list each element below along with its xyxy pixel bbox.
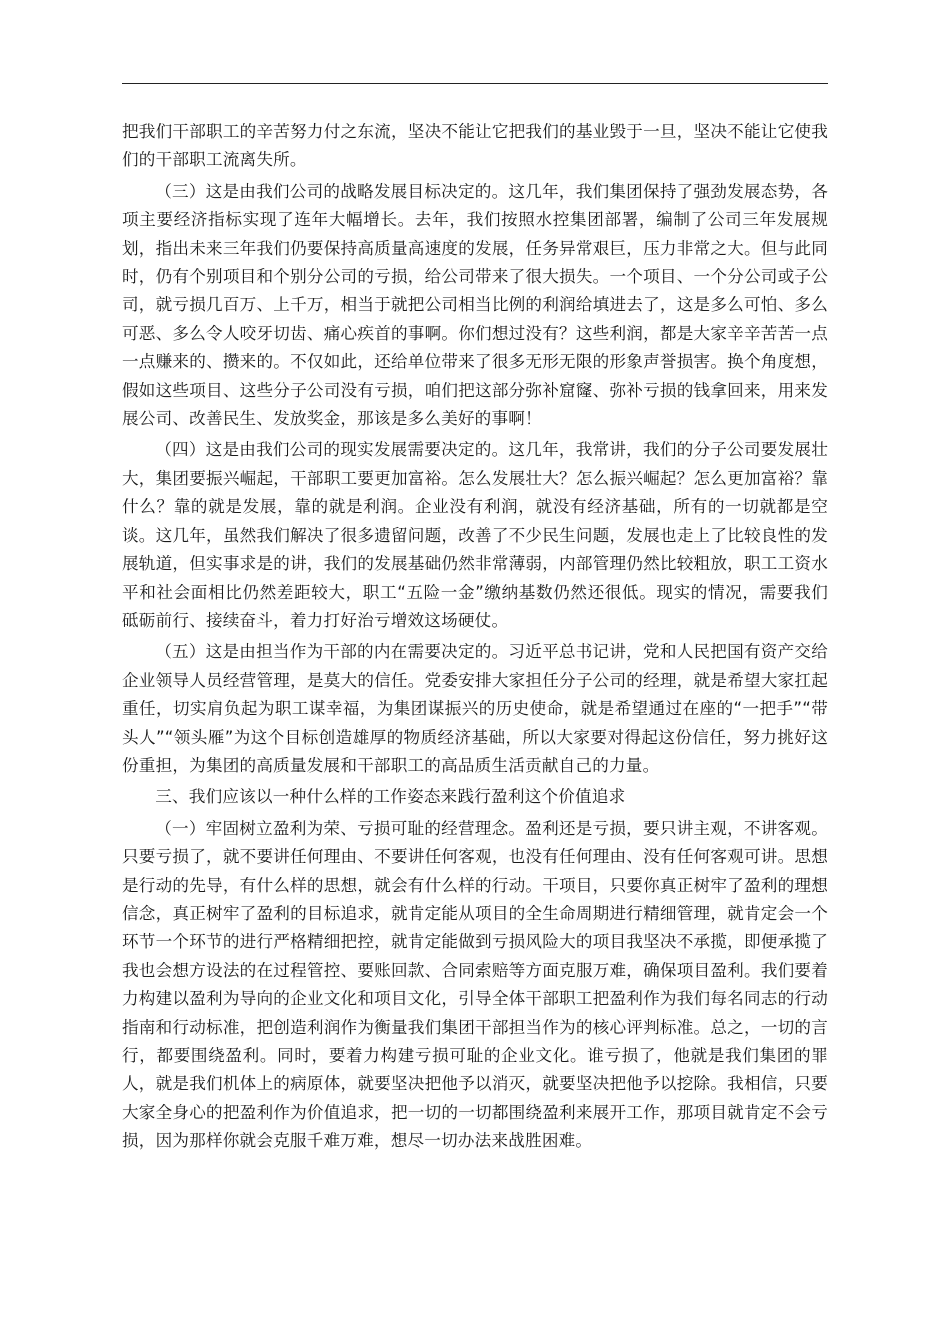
- paragraph-point-five: （五）这是由担当作为干部的内在需要决定的。习近平总书记讲，党和人民把国有资产交给企业领导人员经营管理，是莫大的信任。党委安排大家担任分子公司的经理，就是希望大家扛起重任，切实肩负起为职工谋幸福，为集团谋振兴的历史使命，就是希望通过在座的“一把手”“带头人”“领头雁”为这个目标创造雄厚的物质经济基础，所以大家要对得起这份信任，努力挑好这份重担，为集团的高质量发展和干部职工的高品质生活贡献自己的力量。: [122, 642, 828, 775]
- document-body: [122, 118, 828, 1156]
- paragraph-point-four: （四）这是由我们公司的现实发展需要决定的。这几年，我常讲，我们的分子公司要发展壮大，集团要振兴崛起，干部职工要更加富裕。怎么发展壮大？怎么振兴崛起？怎么更加富裕？靠什么？靠的就是发展，靠的就是利润。企业没有利润，就没有经济基础，所有的一切就都是空谈。这几年，虽然我们解决了很多遗留问题，改善了不少民生问题，发展也走上了比较良性的发展轨道，但实事求是的讲，我们的发展基础仍然非常薄弱，内部管理仍然比较粗放，职工工资水平和社会面相比仍然差距较大，职工“五险一金”缴纳基数仍然还很低。现实的情况，需要我们砥砺前行、接续奋斗，着力打好治亏增效这场硬仗。: [122, 440, 828, 630]
- section-heading-three: 三、我们应该以一种什么样的工作姿态来践行盈利这个价值追求: [155, 787, 626, 807]
- header-rule: [122, 83, 828, 84]
- paragraph-point-three: （三）这是由我们公司的战略发展目标决定的。这几年，我们集团保持了强劲发展态势，各项主要经济指标实现了连年大幅增长。去年，我们按照水控集团部署，编制了公司三年发展规划，指出未来三年我们仍要保持高质量高速度的发展，任务异常艰巨，压力非常之大。但与此同时，仍有个别项目和个别分公司的亏损，给公司带来了很大损失。一个项目、一个分公司或子公司，就亏损几百万、上千万，相当于就把公司相当比例的利润给填进去了，这是多么可怕、多么可恶、多么令人咬牙切齿、痛心疾首的事啊。你们想过没有？这些利润，都是大家辛辛苦苦一点一点赚来的、攒来的。不仅如此，还给单位带来了很多无形无限的形象声誉损害。换个角度想，假如这些项目、这些分子公司没有亏损，咱们把这部分弥补窟窿、弥补亏损的钱拿回来，用来发展公司、改善民生、发放奖金，那该是多么美好的事啊！: [122, 181, 828, 429]
- paragraph-point-one: （一）牢固树立盈利为荣、亏损可耻的经营理念。盈利还是亏损，要只讲主观，不讲客观。只要亏损了，就不要讲任何理由、不要讲任何客观，也没有任何理由、没有任何客观可讲。思想是行动的先导，有什么样的思想，就会有什么样的行动。干项目，只要你真正树牢了盈利的理想信念，真正树牢了盈利的目标追求，就肯定能从项目的全生命周期进行精细管理，就肯定会一个环节一个环节的进行严格精细把控，就肯定能做到亏损风险大的项目我坚决不承揽，即便承揽了我也会想方设法的在过程管控、要账回款、合同索赔等方面克服万难，确保项目盈利。我们要着力构建以盈利为导向的企业文化和项目文化，引导全体干部职工把盈利作为我们每名同志的行动指南和行动标准，把创造利润作为衡量我们集团干部担当作为的核心评判标准。总之，一切的言行，都要围绕盈利。同时，要着力构建亏损可耻的企业文化。谁亏损了，他就是我们集团的罪人，就是我们机体上的病原体，就要坚决把他予以消灭，就要坚决把他予以挖除。我相信，只要大家全身心的把盈利作为价值追求，把一切的一切都围绕盈利来展开工作，那项目就肯定不会亏损，因为那样你就会克服千难万难，想尽一切办法来战胜困难。: [122, 818, 828, 1151]
- paragraph-continuation: 把我们干部职工的辛苦努力付之东流，坚决不能让它把我们的基业毁于一旦，坚决不能让它使我们的干部职工流离失所。: [122, 122, 828, 170]
